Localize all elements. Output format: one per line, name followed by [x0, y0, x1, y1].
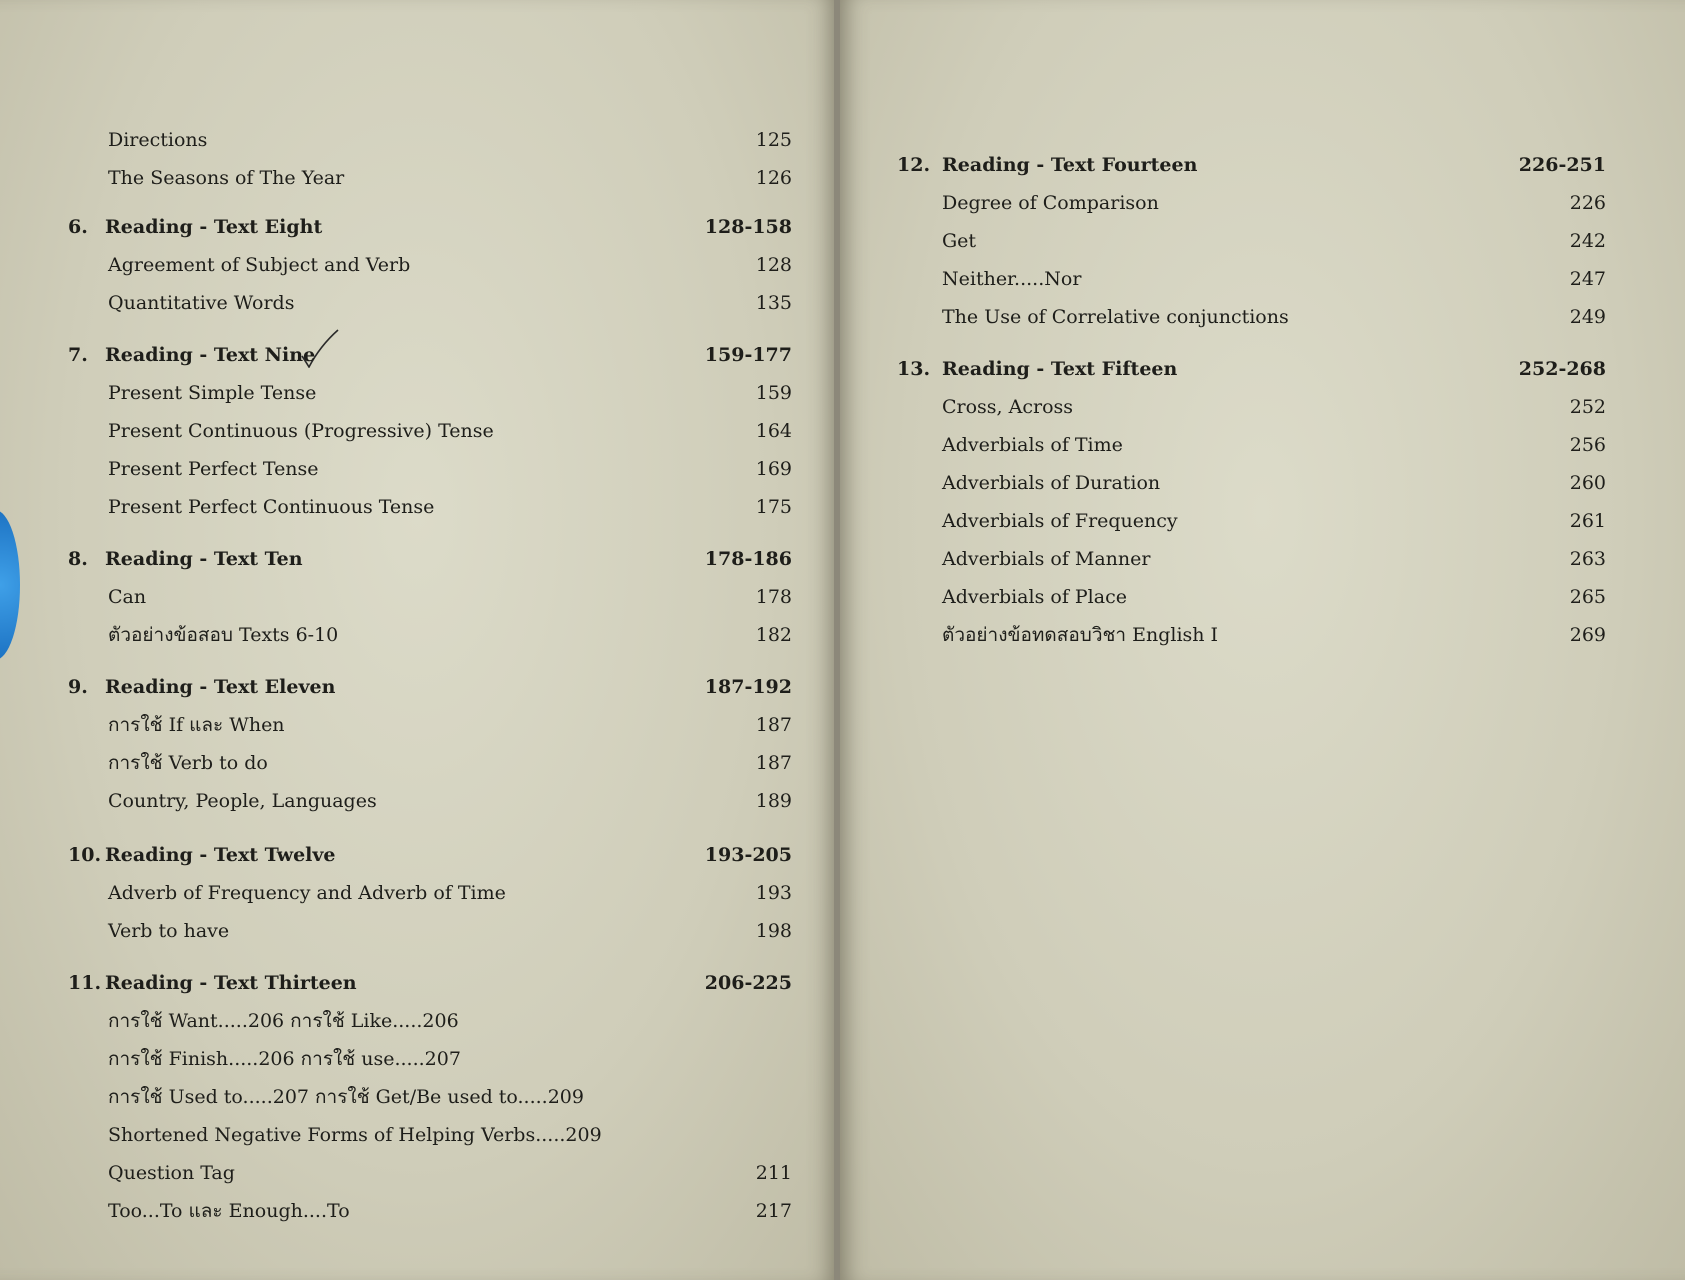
chapter-title: Reading - Text Eleven — [105, 676, 336, 698]
toc-entry-row — [108, 457, 319, 481]
chapter-number: 10. — [68, 844, 102, 866]
page-number: 178 — [755, 586, 792, 608]
page-number: 159 — [755, 382, 792, 404]
entry-title: Verb to have — [108, 920, 230, 942]
chapter-title: Reading - Text Twelve — [105, 844, 336, 866]
entry-title: การใช้ Finish.....206 การใช้ use.....207 — [108, 1048, 461, 1070]
page-number: 169 — [755, 458, 792, 480]
toc-chapter-row — [68, 971, 357, 995]
toc-entry-row — [942, 433, 1123, 457]
page-number: 256 — [1569, 434, 1606, 456]
entry-title: Adverbials of Place — [942, 586, 1127, 608]
entry-title: Too...To และ Enough....To — [108, 1200, 350, 1222]
entry-title: Adverbials of Time — [942, 434, 1123, 456]
entry-title: Country, People, Languages — [108, 790, 377, 812]
entry-title: ตัวอย่างข้อสอบ Texts 6-10 — [108, 624, 339, 646]
toc-entry-row — [108, 419, 494, 443]
toc-entry-row — [942, 395, 1073, 419]
chapter-number: 13. — [897, 358, 931, 380]
toc-chapter-row — [68, 547, 303, 571]
toc-entry-row — [942, 623, 1218, 647]
toc-entry-row — [942, 509, 1178, 533]
toc-entry-row — [942, 305, 1289, 329]
entry-title: Get — [942, 230, 977, 252]
entry-title: Degree of Comparison — [942, 192, 1159, 214]
toc-entry-row — [108, 1161, 235, 1185]
chapter-number: 6. — [68, 216, 88, 238]
page-number: 193 — [755, 882, 792, 904]
page-number: 128-158 — [704, 216, 792, 238]
page-number: 182 — [755, 624, 792, 646]
toc-entry-row — [108, 253, 410, 277]
toc-chapter-row — [68, 843, 336, 867]
entry-title: Agreement of Subject and Verb — [108, 254, 411, 276]
page-number: 193-205 — [704, 844, 792, 866]
page-number: 189 — [755, 790, 792, 812]
chapter-number: 12. — [897, 154, 931, 176]
toc-entry-row — [108, 1009, 459, 1033]
entry-title: Neither.....Nor — [942, 268, 1082, 290]
entry-title: Can — [108, 586, 147, 608]
chapter-number: 11. — [68, 972, 102, 994]
toc-chapter-row — [68, 215, 322, 239]
entry-title: การใช้ Used to.....207 การใช้ Get/Be used to.....209 — [108, 1086, 584, 1108]
toc-entry-row — [108, 585, 146, 609]
page-number: 175 — [755, 496, 792, 518]
entry-title: Question Tag — [108, 1162, 235, 1184]
page-number: 178-186 — [704, 548, 792, 570]
page-number: 249 — [1569, 306, 1606, 328]
toc-entry-row — [942, 471, 1160, 495]
page-number: 187 — [755, 752, 792, 774]
page-number: 247 — [1569, 268, 1606, 290]
page-number: 226 — [1569, 192, 1606, 214]
entry-title: The Seasons of The Year — [108, 167, 345, 189]
toc-chapter-row — [897, 357, 1177, 381]
entry-title: Shortened Negative Forms of Helping Verbs.....209 — [108, 1124, 602, 1146]
page-number: 187-192 — [704, 676, 792, 698]
toc-entry-row — [108, 495, 434, 519]
page-number: 269 — [1569, 624, 1606, 646]
page-number: 217 — [755, 1200, 792, 1222]
chapter-title: Reading - Text Fifteen — [942, 358, 1178, 380]
chapter-title: Reading - Text Ten — [105, 548, 303, 570]
page-number: 125 — [755, 129, 792, 151]
page-number: 260 — [1569, 472, 1606, 494]
entry-title: การใช้ Verb to do — [108, 752, 268, 774]
toc-chapter-row — [68, 675, 335, 699]
toc-entry-row — [108, 166, 344, 190]
toc-chapter-row — [897, 153, 1197, 177]
toc-entry-row — [108, 1085, 584, 1109]
toc-entry-row — [108, 623, 338, 647]
entry-title: Present Simple Tense — [108, 382, 317, 404]
page-number: 164 — [755, 420, 792, 442]
chapter-title: Reading - Text Thirteen — [105, 972, 357, 994]
page-number: 206-225 — [704, 972, 792, 994]
page-number: 128 — [755, 254, 792, 276]
page-number: 159-177 — [704, 344, 792, 366]
entry-title: Adverbials of Manner — [942, 548, 1151, 570]
page-number: 261 — [1569, 510, 1606, 532]
entry-title: Present Perfect Tense — [108, 458, 319, 480]
chapter-number: 7. — [68, 344, 88, 366]
page-number: 187 — [755, 714, 792, 736]
entry-title: Adverbials of Duration — [942, 472, 1161, 494]
page-number: 135 — [755, 292, 792, 314]
toc-entry-row — [108, 381, 316, 405]
entry-title: Quantitative Words — [108, 292, 295, 314]
entry-title: Directions — [108, 129, 208, 151]
toc-entry-row — [942, 191, 1159, 215]
chapter-number: 9. — [68, 676, 88, 698]
chapter-number: 8. — [68, 548, 88, 570]
entry-title: Cross, Across — [942, 396, 1074, 418]
page-number: 265 — [1569, 586, 1606, 608]
toc-entry-row — [108, 1047, 461, 1071]
entry-title: Present Perfect Continuous Tense — [108, 496, 435, 518]
toc-entry-row — [108, 789, 377, 813]
entry-title: ตัวอย่างข้อทดสอบวิชา English I — [942, 624, 1219, 646]
chapter-title: Reading - Text Nine — [105, 344, 316, 366]
toc-entry-row — [942, 585, 1127, 609]
toc-entry-row — [942, 229, 976, 253]
entry-title: Adverbials of Frequency — [942, 510, 1178, 532]
page-number: 198 — [755, 920, 792, 942]
page-number: 211 — [755, 1162, 792, 1184]
toc-chapter-row — [68, 343, 315, 367]
entry-title: The Use of Correlative conjunctions — [942, 306, 1289, 328]
toc-entry-row — [108, 1123, 602, 1147]
page-number: 126 — [755, 167, 792, 189]
toc-entry-row — [108, 881, 506, 905]
toc-entry-row — [108, 751, 268, 775]
page-number: 226-251 — [1518, 154, 1606, 176]
toc-entry-row — [108, 291, 294, 315]
page-number: 252-268 — [1518, 358, 1606, 380]
page-number: 263 — [1569, 548, 1606, 570]
toc-entry-row — [108, 128, 207, 152]
entry-title: Adverb of Frequency and Adverb of Time — [108, 882, 506, 904]
toc-entry-row — [108, 919, 229, 943]
toc-entry-row — [108, 1199, 350, 1223]
page-number: 252 — [1569, 396, 1606, 418]
entry-title: การใช้ If และ When — [108, 714, 285, 736]
chapter-title: Reading - Text Fourteen — [942, 154, 1198, 176]
entry-title: การใช้ Want.....206 การใช้ Like.....206 — [108, 1010, 459, 1032]
page-number: 242 — [1569, 230, 1606, 252]
toc-entry-row — [942, 267, 1081, 291]
toc-entry-row — [942, 547, 1150, 571]
entry-title: Present Continuous (Progressive) Tense — [108, 420, 494, 442]
chapter-title: Reading - Text Eight — [105, 216, 323, 238]
toc-entry-row — [108, 713, 285, 737]
